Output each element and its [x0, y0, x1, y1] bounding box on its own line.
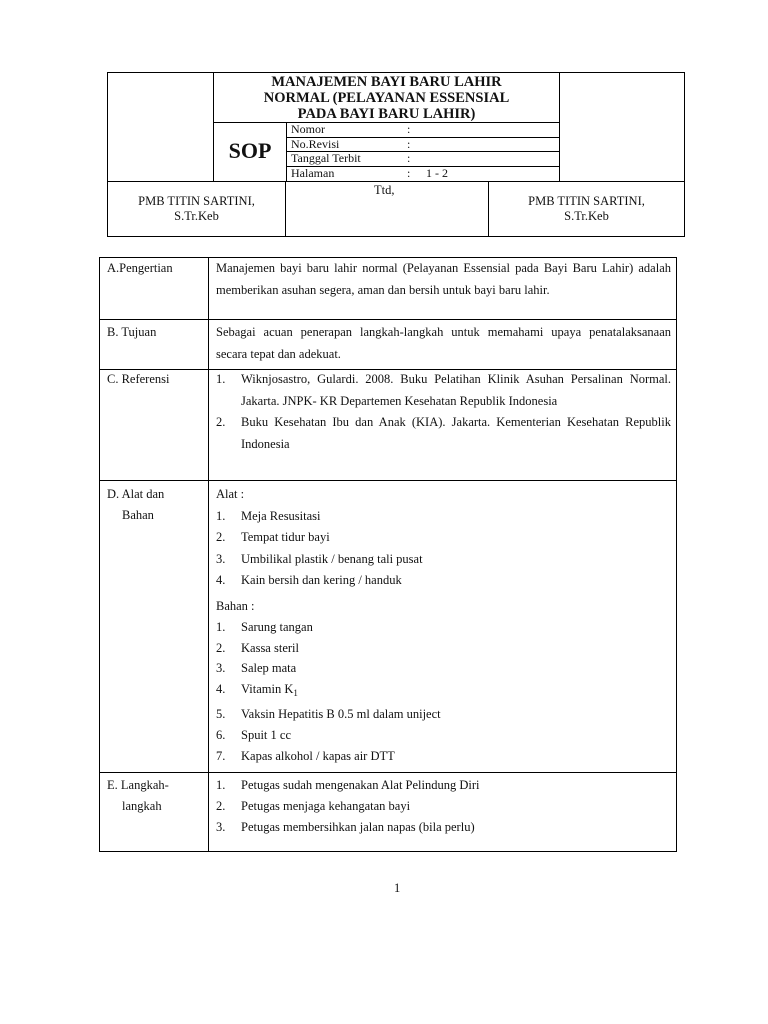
list-item: 6. Spuit 1 cc [216, 727, 291, 742]
text-tujuan: Sebagai acuan penerapan langkah-langkah untuk memahami upaya penatalaksanaan secara tepat dan adekuat. [216, 325, 671, 361]
list-item-text: Sarung tangan [241, 619, 313, 634]
list-item-text: Vitamin K [241, 682, 294, 697]
label-langkah [107, 775, 169, 817]
list-item: 2. Kassa steril [216, 640, 299, 655]
list-item-text: Buku Kesehatan Ibu dan Anak (KIA). Jakarta. Kementerian Kesehatan Republik Indonesia [241, 415, 671, 451]
meta-label-halaman: Halaman [291, 166, 335, 180]
list-item: 2. Petugas menjaga kehangatan bayi [216, 798, 411, 813]
row-divider [100, 480, 676, 481]
sop-content-table [99, 257, 677, 852]
list-item: 1. Petugas sudah mengenakan Alat Pelindung Diri [216, 778, 480, 792]
meta-colon: : [407, 151, 411, 165]
list-item: 1. Wiknjosastro, Gulardi. 2008. Buku Pelatihan Klinik Asuhan Persalinan Normal. Jakarta. JNPK- KR Departemen Kesehatan Republik Indonesia [216, 372, 671, 408]
meta-colon: : [407, 137, 411, 151]
row-divider [100, 319, 676, 320]
list-item-text: Petugas membersihkan jalan napas (bila perlu) [241, 819, 475, 834]
alat-heading: Alat : [216, 487, 245, 501]
list-item: 3. Petugas membersihkan jalan napas (bila perlu) [216, 819, 475, 834]
meta-colon: : [407, 122, 411, 136]
left-signatory [108, 194, 285, 224]
title-line: MANAJEMEN BAYI BARU LAHIR [271, 74, 502, 90]
label-alat-bahan [107, 484, 164, 526]
label-tujuan: B. Tujuan [107, 325, 157, 339]
list-item: 2. Buku Kesehatan Ibu dan Anak (KIA). Jakarta. Kementerian Kesehatan Republik Indonesia [216, 415, 671, 451]
signatory-name: PMB TITIN SARTINI, [138, 194, 255, 208]
label-line: D. Alat dan [107, 487, 165, 501]
list-item-text: Petugas sudah mengenakan Alat Pelindung Diri [241, 778, 480, 792]
divider [285, 181, 286, 237]
list-item: 2. Tempat tidur bayi [216, 530, 330, 544]
title-line: NORMAL (PELAYANAN ESSENSIAL [263, 90, 510, 106]
list-item: 1. Sarung tangan [216, 619, 313, 634]
title-line: PADA BAYI BARU LAHIR) [297, 106, 476, 122]
list-item-text: Wiknjosastro, Gulardi. 2008. Buku Pelatihan Klinik Asuhan Persalinan Normal. Jakarta. JNPK- KR Departemen Kesehatan Republik Indonesia [241, 372, 671, 408]
row-divider [100, 772, 676, 773]
list-item-text: Tempat tidur bayi [241, 530, 330, 544]
list-item-text: Vaksin Hepatitis B 0.5 ml dalam uniject [241, 706, 441, 721]
ttd-label: Ttd, [374, 183, 395, 197]
list-item: 7. Kapas alkohol / kapas air DTT [216, 748, 395, 763]
list-bahan [216, 596, 671, 766]
list-item-text: Petugas menjaga kehangatan bayi [241, 798, 411, 813]
sop-label: SOP [228, 138, 272, 163]
list-item: 3. Umbilikal plastik / benang tali pusat [216, 551, 423, 566]
column-divider [208, 258, 209, 851]
list-item-text: Umbilikal plastik / benang tali pusat [241, 551, 423, 566]
list-item-text: Meja Resusitasi [241, 508, 321, 523]
meta-colon: : [407, 166, 411, 180]
list-item: 1. Meja Resusitasi [216, 508, 321, 523]
label-line: Bahan [122, 508, 154, 522]
list-referensi [216, 369, 671, 455]
document-title [214, 73, 559, 122]
page-number: 1 [394, 881, 401, 895]
label-line: E. Langkah- [107, 778, 169, 792]
meta-label-revisi: No.Revisi [291, 137, 340, 151]
label-referensi: C. Referensi [107, 372, 170, 386]
sop-header-table [107, 72, 685, 237]
meta-label-nomor: Nomor [291, 122, 325, 136]
meta-label-tanggal: Tanggal Terbit [291, 151, 361, 165]
text-pengertian: Manajemen bayi baru lahir normal (Pelayanan Essensial pada Bayi Baru Lahir) adalah memberikan asuhan segera, aman dan bersih untuk bayi baru lahir. [216, 261, 671, 297]
divider [559, 73, 560, 181]
list-item: 5. Vaksin Hepatitis B 0.5 ml dalam uniject [216, 706, 441, 721]
divider [108, 181, 684, 182]
list-item: 3. Salep mata [216, 661, 297, 676]
signatory-title: S.Tr.Keb [174, 209, 219, 223]
right-signatory [489, 194, 684, 224]
meta-value-halaman: 1 - 2 [426, 166, 448, 180]
signatory-name: PMB TITIN SARTINI, [528, 194, 645, 208]
label-line: langkah [122, 799, 162, 813]
list-langkah [216, 775, 671, 837]
label-pengertian: A.Pengertian [107, 261, 173, 275]
signatory-title: S.Tr.Keb [564, 209, 609, 223]
list-item-text: Kain bersih dan kering / handuk [241, 573, 402, 587]
list-alat [216, 484, 671, 592]
list-item: 4. Kain bersih dan kering / handuk [216, 573, 402, 587]
list-item: 4. Vitamin $K_1$ [216, 682, 298, 699]
list-item-text: Kapas alkohol / kapas air DTT [241, 748, 395, 763]
list-item-text: Salep mata [241, 661, 297, 676]
subscript: 1 [293, 688, 298, 699]
list-item-text: Spuit 1 cc [241, 727, 291, 742]
bahan-heading: Bahan : [216, 599, 255, 613]
list-item-text: Kassa steril [241, 640, 299, 655]
